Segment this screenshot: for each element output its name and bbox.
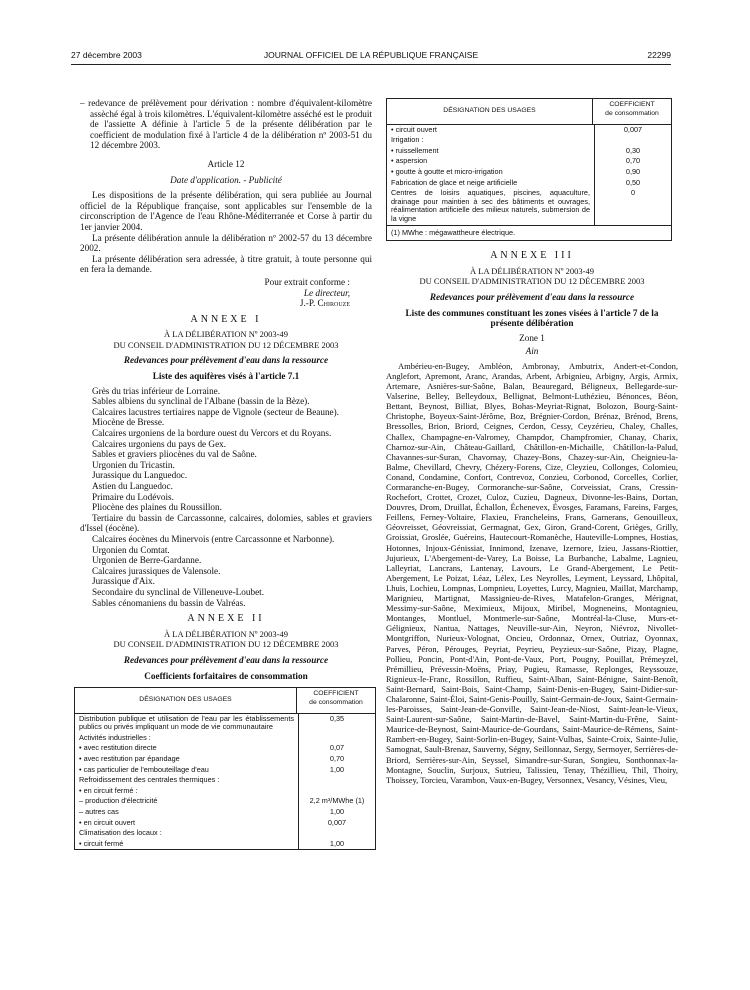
table-row — [387, 135, 671, 146]
coefficient-cell: 0,30 — [625, 145, 641, 155]
table-row — [75, 839, 375, 850]
column-header-line: COEFFICIENT — [609, 101, 655, 108]
paragraph: La présente délibération sera adressée, à titre gratuit, à toute personne qui en fera la demande. — [80, 253, 372, 275]
table-header — [75, 688, 375, 714]
table-title: Coefficients forfaitaires de consommation — [144, 670, 308, 681]
annexe-heading: ANNEXE II — [187, 613, 265, 625]
header-rule — [71, 64, 671, 65]
table-body — [387, 125, 671, 225]
aquifer-item: Grès du trias inférieur de Lorraine. — [92, 385, 221, 396]
table-header — [387, 99, 671, 125]
usage-cell: • goutte à goutte et micro-irrigation — [387, 167, 595, 178]
signature-line: Le directeur, — [303, 287, 350, 298]
coefficient-cell: 0,007 — [327, 817, 347, 827]
aquifer-item: Urgonien du Comtat. — [92, 544, 170, 555]
coefficient-cell — [595, 135, 671, 146]
coefficient-cell: 1,00 — [329, 838, 345, 848]
signature-name: J.-P. Chirouze — [299, 298, 350, 309]
signature-line: Pour extrait conforme : — [264, 276, 350, 287]
table-row — [387, 178, 671, 189]
column-header-line: COEFFICIENT — [313, 690, 359, 698]
article-heading: Article 12 — [207, 158, 245, 169]
coefficient-cell: 0,70 — [329, 754, 345, 764]
annexe-topic: Redevances pour prélèvement d'eau dans la ressource — [123, 654, 329, 665]
usage-cell: Climatisation des locaux : — [75, 828, 299, 839]
department-heading: Ain — [525, 346, 539, 357]
table-footnote: (1) MWhe : mégawattheure électrique. — [387, 225, 671, 241]
aquifer-item: Astien du Languedoc. — [92, 481, 173, 491]
aquifer-item: Calcaires urgoniens de la bordure ouest du Vercors et du Royans. — [92, 428, 332, 439]
aquifer-item: Sables cénomaniens du bassin de Valréas. — [92, 597, 246, 608]
table-row — [75, 775, 375, 786]
annexe-heading: ANNEXE I — [190, 313, 262, 325]
aquifer-item: Calcaires éocènes du Minervois (entre Carcassonne et Narbonne). — [92, 533, 335, 544]
annexe-heading: ANNEXE III — [490, 250, 574, 262]
usage-cell: • aspersion — [387, 156, 595, 167]
table-row — [75, 754, 375, 765]
usage-cell: Distribution publique et utilisation de l'eau par les établissements publics ou privés impliquant un mode de vie communautaire — [75, 714, 299, 733]
annexe-subheading: À LA DÉLIBÉRATION Nº 2003-49 — [470, 265, 594, 276]
coefficient-cell: 1,00 — [329, 764, 345, 774]
column-header-line: de consommation — [309, 698, 363, 706]
table-row — [387, 146, 671, 157]
usage-cell: Centres de loisirs aquatiques, piscines, aquaculture, drainage pour maintien à sec des bâtiments et ouvrages, réalimentation artificielle des milieux naturels, submersion de la vigne — [387, 188, 595, 224]
aquifer-item: Urgonien du Tricastin. — [92, 459, 175, 470]
usage-cell: • circuit ouvert — [387, 125, 595, 136]
coefficient-cell — [299, 733, 375, 744]
usage-cell: – production d'électricité — [75, 796, 299, 807]
aquifer-item: Primaire du Lodévois. — [92, 491, 174, 502]
table-row — [75, 796, 375, 807]
aquifer-item: Jurassique du Languedoc. — [92, 470, 188, 481]
paragraph: Les dispositions de la présente délibération, qui sera publiée au Journal officiel de la République française, sont applicables sur l'ensemble de la circonscription de l'Agence de l'eau Rhône-Méditerranée et Corse à partir du 1er janvier 2004. — [80, 190, 372, 232]
aquifer-item: Tertiaire du bassin de Carcassonne, calcaires, dolomies, sables et graviers d'Issel (éocène). — [80, 512, 372, 534]
coefficient-cell: 1,00 — [329, 807, 345, 817]
usage-cell: • en circuit fermé : — [75, 786, 299, 797]
column-header: DÉSIGNATION DES USAGES — [75, 688, 297, 713]
table-row — [75, 714, 375, 733]
header-date: 27 décembre 2003 — [71, 50, 142, 60]
usage-cell: Irrigation : — [387, 135, 595, 146]
zone-heading: Zone 1 — [519, 332, 545, 343]
running-header — [71, 50, 671, 62]
aquifer-item: Jurassique d'Aix. — [92, 576, 155, 587]
table-row — [75, 765, 375, 776]
coefficient-cell — [299, 775, 375, 786]
coefficient-cell: 0,007 — [623, 124, 643, 134]
usage-cell: Refroidissement des centrales thermiques : — [75, 775, 299, 786]
annexe-subheading: DU CONSEIL D'ADMINISTRATION DU 12 DÉCEMBRE 2003 — [113, 639, 339, 650]
coefficient-cell: 0,70 — [625, 156, 641, 166]
table-row — [387, 188, 671, 224]
usage-cell: • cas particulier de l'embouteillage d'eau — [75, 765, 299, 776]
list-title: Liste des communes constituant les zones visées à l'article 7 de la présente délibération — [405, 307, 659, 329]
usage-cell: • circuit fermé — [75, 839, 299, 850]
coefficient-cell — [299, 786, 375, 797]
table-row — [75, 743, 375, 754]
column-header: DÉSIGNATION DES USAGES — [387, 99, 593, 124]
aquifer-item: Sables et graviers pliocènes du val de Saône. — [92, 449, 257, 460]
aquifer-item: Urgonien de Berre-Gardanne. — [92, 555, 202, 566]
table-row — [75, 818, 375, 829]
list-title: Liste des aquifères visés à l'article 7.1 — [152, 371, 300, 382]
usage-cell: • en circuit ouvert — [75, 818, 299, 829]
aquifer-list — [80, 386, 372, 608]
usage-cell: • avec restitution par épandage — [75, 754, 299, 765]
annexe-subheading: DU CONSEIL D'ADMINISTRATION DU 12 DÉCEMBRE 2003 — [113, 339, 339, 350]
table-row — [75, 733, 375, 744]
coefficient-cell: 0,90 — [625, 166, 641, 176]
aquifer-item: Sables albiens du synclinal de l'Albane (bassin de la Bèze). — [92, 396, 310, 407]
table-row — [387, 167, 671, 178]
table-row — [387, 156, 671, 167]
column-header — [297, 688, 375, 713]
header-page-number: 22299 — [647, 50, 671, 60]
coefficient-cell: 0,50 — [625, 177, 641, 187]
table-body — [75, 714, 375, 850]
annexe-topic: Redevances pour prélèvement d'eau dans la ressource — [429, 291, 635, 302]
intro-paragraph: – redevance de prélèvement pour dérivation : nombre d'équivalent-kilomètre assèché égal à trois kilomètres. L'équivalent-kilomètre asséché est le produit de l'assiette A définie à l'article 5 de la présente délibération par le coefficient de modulation fixé à l'article 4 de la délibération nº 2003-51 du 12 décembre 2003. — [80, 98, 372, 151]
aquifer-item: Pliocène des plaines du Roussillon. — [92, 502, 222, 513]
annexe-subheading: À LA DÉLIBÉRATION Nº 2003-49 — [164, 628, 288, 639]
table-row — [75, 828, 375, 839]
header-title: JOURNAL OFFICIEL DE LA RÉPUBLIQUE FRANÇAISE — [263, 50, 479, 60]
article-title: Date d'application. - Publicité — [170, 174, 282, 185]
communes-list: Ambérieu-en-Bugey, Ambléon, Ambronay, Ambutrix, Andert-et-Condon, Anglefort, Apremont, Aranc, Arandas, Arbent, Arbignieu, Arbigny, Argis, Armix, Artemare, Asnières-sur-Saône, Balan, Beauregard, Béligneux, Bellegarde-sur-Valserine, Belley, Belleydoux, Bellignat, Belmont-Luthézieu, Bénonces, Béon, Bettant, Beynost, Billiat, Blyes, Bohas-Meyriat-Rignat, Bolozon, Bourg-Saint-Christophe, Boyeux-Saint-Jérôme, Boz, Brégnier-Cordon, Brénaz, Brénod, Brens, Bressolles, Brion, Briord, Ceignes, Cerdon, Cessy, Ceyzérieu, Chaley, Challes, Challex, Champagne-en-Valromey, Champdor, Champfromier, Chanay, Charix, Charnoz-sur-Ain, Château-Gaillard, Châtillon-en-Michaille, Châtillon-la-Palud, Chavannes-sur-Suran, Chavornay, Chazey-Bons, Chazey-sur-Ain, Cheignieu-la-Balme, Chevillard, Chevry, Chézery-Forens, Cize, Cleyzieu, Collonges, Colomieu, Conand, Condamine, Confort, Contrevoz, Conzieu, Corbonod, Corcelles, Corlier, Cormaranche-en-Bugey, Cormoranche-sur-Saône, Corveissiat, Crans, Cressin-Rochefort, Crottet, Crozet, Culoz, Cuzieu, Dagneux, Divonne-les-Bains, Dortan, Douvres, Drom, Druillat, Échallon, Échenevex, Évosges, Faramans, Fareins, Farges, Feillens, Ferney-Voltaire, Flaxieu, Francheleins, Frans, Garnerans, Genouilleux, Géovreisset, Géovreissiat, Germagnat, Gex, Giron, Grand-Corent, Grièges, Grilly, Groissiat, Groslée, Guéreins, Hautecourt-Romanèche, Hauteville-Lompnes, Hostias, Hotonnes, Injoux-Génissiat, Innimond, Izenave, Izernore, Izieu, Jassans-Riottier, Jujurieux, L'Abergement-de-Varey, La Boisse, La Burbanche, Labalme, Lagnieu, Lalleyriat, Lancrans, Lantenay, Lavours, Le Grand-Abergement, Le Petit-Abergement, Le Poizat, Léaz, Lélex, Les Neyrolles, Leyment, Leyssard, Lhôpital, Lhuis, Lochieu, Lompnas, Lompnieu, Loyettes, Lurcy, Magnieu, Maillat, Marchamp, Marignieu, Martignat, Massignieu-de-Rives, Matafelon-Granges, Mérignat, Messimy-sur-Saône, Meximieux, Mijoux, Miribel, Mogneneins, Montagnieu, Montanges, Montluel, Montmerle-sur-Saône, Montréal-la-Cluse, Murs-et-Gélignieux, Nantua, Nattages, Neuville-sur-Ain, Neyron, Niévroz, Nivollet-Montgriffon, Nurieux-Volognat, Oncieu, Ordonnaz, Ornex, Outriaz, Oyonnax, Parves, Péron, Pérouges, Peyriat, Peyrieu, Peyzieux-sur-Saône, Pizay, Plagne, Pollieu, Poncin, Pont-d'Ain, Pont-de-Vaux, Port, Pougny, Pouillat, Prémeyzel, Prémillieu, Prévessin-Moëns, Priay, Pugieu, Ramasse, Replonges, Reyssouze, Rignieux-le-Franc, Rossillon, Ruffieu, Saint-Alban, Saint-Bénigne, Saint-Benoît, Saint-Bernard, Saint-Bois, Saint-Champ, Saint-Denis-en-Bugey, Saint-Didier-sur-Chalaronne, Saint-Éloi, Saint-Genis-Pouilly, Saint-Germain-de-Joux, Saint-Germain-les-Paroisses, Saint-Jean-de-Gonville, Saint-Jean-de-Niost, Saint-Jean-le-Vieux, Saint-Laurent-sur-Saône, Saint-Martin-de-Bavel, Saint-Martin-du-Frêne, Saint-Maurice-de-Beynost, Saint-Maurice-de-Gourdans, Saint-Maurice-de-Rémens, Saint-Rambert-en-Bugey, Saint-Sorlin-en-Bugey, Saint-Vulbas, Sainte-Croix, Sainte-Julie, Samognat, Sault-Brenaz, Sauverny, Ségny, Seillonnaz, Sergy, Sermoyer, Serrières-de-Briord, Serrières-sur-Ain, Seyssel, Simandre-sur-Suran, Songieu, Sonthonnax-la-Montagne, Souclin, Surjoux, Sutrieu, Talissieu, Tenay, Thézillieu, Thil, Thoiry, Thoissey, Torcieu, Varambon, Vaux-en-Bugey, Versonnex, Vesancy, Vésines, Vieu, — [386, 360, 678, 785]
paragraph: La présente délibération annule la délibération nº 2002-57 du 13 décembre 2002. — [80, 232, 372, 254]
aquifer-item: Secondaire du synclinal de Villeneuve-Loubet. — [92, 586, 264, 597]
aquifer-item: Calcaires urgoniens du pays de Gex. — [92, 438, 227, 449]
coefficient-cell: 2,2 m³/MWhe (1) — [309, 796, 365, 806]
column-header-line: de consommation — [605, 109, 659, 117]
annexe-subheading: À LA DÉLIBÉRATION Nº 2003-49 — [164, 329, 288, 340]
aquifer-item: Miocène de Bresse. — [92, 417, 165, 428]
left-column — [80, 98, 372, 850]
aquifer-item: Calcaires jurassiques de Valensole. — [92, 565, 221, 576]
table-row — [75, 786, 375, 797]
table-row — [387, 125, 671, 136]
usage-cell: – autres cas — [75, 807, 299, 818]
coefficients-table — [74, 687, 376, 850]
usage-cell: • ruissellement — [387, 146, 595, 157]
coefficient-cell: 0 — [630, 188, 636, 198]
usage-cell: Fabrication de glace et neige artificielle — [387, 178, 595, 189]
annexe-subheading: DU CONSEIL D'ADMINISTRATION DU 12 DÉCEMBRE 2003 — [419, 276, 645, 287]
right-column — [386, 98, 678, 785]
coefficient-cell: 0,07 — [329, 743, 345, 753]
column-header — [593, 99, 671, 124]
coefficient-cell: 0,35 — [329, 713, 345, 723]
usage-cell: • avec restitution directe — [75, 743, 299, 754]
aquifer-item: Calcaires lacustres tertiaires nappe de Vignole (secteur de Beaune). — [92, 406, 339, 417]
annexe-topic: Redevances pour prélèvement d'eau dans la ressource — [123, 355, 329, 366]
coefficient-cell — [299, 828, 375, 839]
table-row — [75, 807, 375, 818]
coefficients-table-continued — [386, 98, 672, 241]
usage-cell: Activités industrielles : — [75, 733, 299, 744]
